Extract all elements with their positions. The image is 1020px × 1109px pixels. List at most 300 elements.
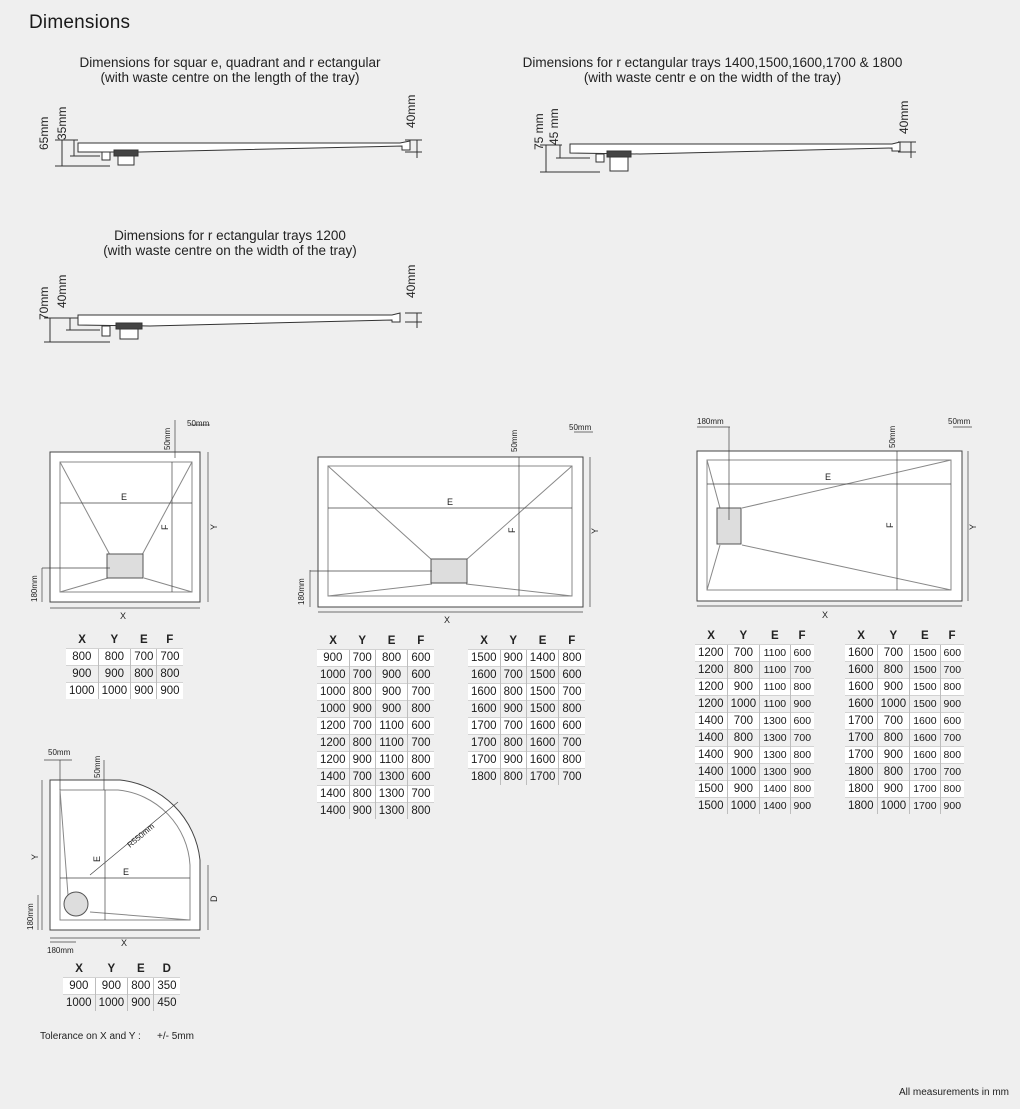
table-cell: 700 bbox=[408, 684, 434, 701]
table-cell: 700 bbox=[877, 713, 910, 730]
plan-label-f: F bbox=[160, 524, 170, 530]
caption-line: Dimensions for r ectangular trays 1400,1500,1600,1700 & 1800 bbox=[522, 55, 903, 70]
rect-tray-plan bbox=[310, 432, 593, 612]
caption-line: (with waste centre on the length of the tray) bbox=[100, 70, 360, 85]
table-cell: 800 bbox=[500, 735, 526, 752]
square-dimensions-table bbox=[66, 631, 183, 699]
table-cell: 800 bbox=[940, 679, 964, 696]
measurement-footnote: All measurements in mm bbox=[898, 1087, 1009, 1098]
table-cell: 1700 bbox=[468, 735, 500, 752]
table-cell: 800 bbox=[790, 679, 814, 696]
plan-label-e-horizontal: E bbox=[123, 867, 130, 877]
table-cell: 600 bbox=[559, 667, 585, 684]
column-header: Y bbox=[110, 633, 119, 646]
tolerance-value: +/- 5mm bbox=[157, 1031, 194, 1042]
table-cell: 1100 bbox=[375, 718, 408, 735]
table-row bbox=[845, 713, 964, 730]
quadrant-tray-plan bbox=[38, 760, 208, 942]
table-cell: 800 bbox=[128, 978, 154, 995]
table-cell: 800 bbox=[349, 684, 375, 701]
plan-label-e: E bbox=[447, 497, 454, 507]
table-cell: 900 bbox=[727, 747, 760, 764]
table-cell: 800 bbox=[66, 649, 98, 666]
plan-label-e: E bbox=[121, 492, 128, 502]
column-header: X bbox=[857, 629, 865, 642]
table-cell: 1100 bbox=[760, 645, 790, 662]
table-row bbox=[845, 662, 964, 679]
table-cell: 900 bbox=[727, 781, 760, 798]
quadrant-dimensions-table bbox=[63, 960, 180, 1011]
column-header: Y bbox=[739, 629, 748, 642]
plan-label-radius: R550mm bbox=[125, 821, 157, 850]
table-cell: 900 bbox=[63, 978, 95, 995]
table-cell: 1200 bbox=[317, 752, 349, 769]
plan-label-e: E bbox=[825, 472, 832, 482]
table-cell: 1800 bbox=[468, 769, 500, 786]
plan-label-side: 50mm bbox=[569, 423, 592, 432]
plan-label-side: 50mm bbox=[48, 748, 71, 757]
table-cell: 700 bbox=[559, 735, 585, 752]
table-cell: 1700 bbox=[910, 764, 940, 781]
table-cell: 1000 bbox=[98, 683, 131, 700]
table-row bbox=[695, 747, 814, 764]
table-row bbox=[845, 781, 964, 798]
table-cell: 700 bbox=[559, 684, 585, 701]
plan-label-x: X bbox=[822, 610, 829, 620]
table-header-row bbox=[63, 960, 180, 978]
table-cell: 900 bbox=[500, 701, 526, 718]
table-cell: 1000 bbox=[317, 701, 349, 718]
table-cell: 900 bbox=[877, 679, 910, 696]
table-cell: 800 bbox=[408, 701, 434, 718]
column-header: F bbox=[568, 634, 576, 647]
offset-dimensions-table-a bbox=[695, 627, 814, 814]
table-cell: 700 bbox=[157, 649, 183, 666]
table-header-row bbox=[66, 631, 183, 649]
table-cell: 700 bbox=[408, 735, 434, 752]
table-row bbox=[317, 769, 434, 786]
table-cell: 1100 bbox=[760, 662, 790, 679]
table-cell: 1300 bbox=[375, 769, 408, 786]
offset-tray-plan bbox=[697, 427, 972, 606]
plan-label-waste-y: 180mm bbox=[26, 903, 35, 930]
table-cell: 700 bbox=[349, 718, 375, 735]
table-cell: 800 bbox=[877, 730, 910, 747]
table-cell: 600 bbox=[408, 769, 434, 786]
table-cell: 1500 bbox=[695, 798, 727, 815]
table-cell: 900 bbox=[727, 679, 760, 696]
table-cell: 1700 bbox=[845, 713, 877, 730]
table-cell: 1600 bbox=[845, 696, 877, 713]
table-cell: 1100 bbox=[760, 679, 790, 696]
table-cell: 700 bbox=[500, 718, 526, 735]
table-cell: 600 bbox=[408, 667, 434, 684]
table-cell: 1300 bbox=[760, 713, 790, 730]
table-cell: 1500 bbox=[910, 645, 940, 662]
table-cell: 1500 bbox=[468, 650, 500, 667]
dim-label-edge: 40mm bbox=[404, 264, 418, 298]
table-cell: 600 bbox=[790, 645, 814, 662]
table-cell: 700 bbox=[790, 730, 814, 747]
table-row bbox=[468, 667, 585, 684]
table-cell: 1600 bbox=[468, 667, 500, 684]
table-cell: 600 bbox=[408, 718, 434, 735]
table-cell: 700 bbox=[727, 645, 760, 662]
plan-label-e: E bbox=[92, 855, 102, 862]
table-cell: 700 bbox=[349, 667, 375, 684]
column-header: Y bbox=[509, 634, 518, 647]
table-cell: 1600 bbox=[910, 713, 940, 730]
column-header: F bbox=[798, 629, 806, 642]
table-cell: 1000 bbox=[63, 995, 95, 1012]
table-cell: 1700 bbox=[526, 769, 559, 786]
table-header-row bbox=[845, 627, 964, 645]
table-row bbox=[845, 764, 964, 781]
table-cell: 1400 bbox=[526, 650, 559, 667]
dim-label-inner: 40mm bbox=[55, 274, 69, 308]
plan-label-x: X bbox=[120, 611, 127, 621]
plan-label-y: Y bbox=[590, 527, 600, 534]
table-cell: 800 bbox=[727, 662, 760, 679]
column-header: X bbox=[78, 633, 86, 646]
table-cell: 800 bbox=[559, 752, 585, 769]
caption-line: (with waste centr e on the width of the tray) bbox=[583, 70, 842, 85]
table-cell: 450 bbox=[154, 995, 180, 1012]
table-row bbox=[845, 679, 964, 696]
table-cell: 900 bbox=[98, 666, 131, 683]
table-cell: 1300 bbox=[375, 786, 408, 803]
caption-line: Dimensions for squar e, quadrant and r ectangular bbox=[79, 55, 381, 70]
table-row bbox=[468, 718, 585, 735]
plan-label-waste: 180mm bbox=[297, 578, 306, 605]
table-cell: 700 bbox=[349, 650, 375, 667]
table-cell: 900 bbox=[95, 978, 128, 995]
table-cell: 1600 bbox=[845, 645, 877, 662]
table-cell: 900 bbox=[349, 701, 375, 718]
table-cell: 1300 bbox=[375, 803, 408, 820]
table-cell: 700 bbox=[790, 662, 814, 679]
table-cell: 900 bbox=[940, 798, 964, 815]
plan-label-f: F bbox=[507, 527, 517, 533]
dim-label-outer: 70mm bbox=[37, 286, 51, 320]
table-cell: 800 bbox=[349, 786, 375, 803]
table-cell: 700 bbox=[408, 786, 434, 803]
table-cell: 800 bbox=[408, 803, 434, 820]
column-header: E bbox=[538, 634, 547, 647]
table-cell: 1400 bbox=[695, 730, 727, 747]
table-row bbox=[468, 650, 585, 667]
plan-label-top: 50mm bbox=[93, 755, 102, 778]
table-row bbox=[468, 701, 585, 718]
table-cell: 1400 bbox=[317, 786, 349, 803]
table-row bbox=[317, 718, 434, 735]
table-cell: 1000 bbox=[877, 696, 910, 713]
table-row bbox=[695, 781, 814, 798]
offset-dimensions-table-b bbox=[845, 627, 964, 814]
plan-label-x: X bbox=[121, 938, 128, 948]
table-cell: 700 bbox=[349, 769, 375, 786]
table-cell: 900 bbox=[131, 683, 157, 700]
table-cell: 900 bbox=[940, 696, 964, 713]
table-row bbox=[468, 684, 585, 701]
table-cell: 1500 bbox=[526, 684, 559, 701]
plan-label-top: 50mm bbox=[888, 425, 897, 448]
plan-label-d: D bbox=[209, 895, 219, 902]
table-cell: 1500 bbox=[526, 701, 559, 718]
rect-dimensions-table-b bbox=[468, 632, 585, 785]
plan-label-top: 50mm bbox=[163, 427, 172, 450]
table-cell: 900 bbox=[500, 752, 526, 769]
table-cell: 600 bbox=[408, 650, 434, 667]
tolerance-label: Tolerance on X and Y : bbox=[40, 1031, 141, 1042]
table-cell: 1500 bbox=[910, 662, 940, 679]
table-cell: 900 bbox=[375, 684, 408, 701]
table-cell: 1600 bbox=[910, 730, 940, 747]
table-cell: 1600 bbox=[526, 752, 559, 769]
table-row bbox=[468, 769, 585, 786]
table-cell: 1300 bbox=[760, 730, 790, 747]
table-cell: 900 bbox=[157, 683, 183, 700]
table-cell: 1700 bbox=[910, 781, 940, 798]
table-cell: 1200 bbox=[695, 696, 727, 713]
column-header: E bbox=[921, 629, 929, 642]
table-row bbox=[317, 735, 434, 752]
table-cell: 800 bbox=[559, 701, 585, 718]
table-cell: 1100 bbox=[760, 696, 790, 713]
table-cell: 1400 bbox=[695, 747, 727, 764]
table-cell: 700 bbox=[559, 769, 585, 786]
table-row bbox=[695, 679, 814, 696]
table-cell: 350 bbox=[154, 978, 180, 995]
plan-label-x: X bbox=[444, 615, 451, 625]
table-cell: 1000 bbox=[66, 683, 98, 700]
plan-label-waste-x: 180mm bbox=[47, 946, 74, 955]
table-cell: 800 bbox=[408, 752, 434, 769]
dim-label-inner: 35mm bbox=[55, 106, 69, 140]
dim-label-inner: 45 mm bbox=[547, 108, 561, 145]
table-row bbox=[66, 683, 183, 700]
table-cell: 1500 bbox=[910, 696, 940, 713]
table-cell: 1800 bbox=[845, 781, 877, 798]
table-row bbox=[317, 752, 434, 769]
table-cell: 900 bbox=[375, 667, 408, 684]
table-row bbox=[845, 747, 964, 764]
plan-label-top: 50mm bbox=[510, 429, 519, 452]
table-row bbox=[695, 696, 814, 713]
table-cell: 700 bbox=[727, 713, 760, 730]
square-tray-plan bbox=[42, 420, 210, 608]
table-header-row bbox=[317, 632, 434, 650]
plan-label-y: Y bbox=[209, 523, 219, 530]
table-row bbox=[845, 696, 964, 713]
dim-label-outer: 75 mm bbox=[532, 113, 546, 150]
table-cell: 800 bbox=[790, 781, 814, 798]
table-row bbox=[845, 645, 964, 662]
caption-line: (with waste centre on the width of the tray) bbox=[103, 243, 357, 258]
table-cell: 1600 bbox=[526, 735, 559, 752]
table-cell: 1200 bbox=[317, 718, 349, 735]
table-cell: 900 bbox=[877, 747, 910, 764]
table-cell: 1600 bbox=[845, 662, 877, 679]
table-cell: 1200 bbox=[695, 645, 727, 662]
column-header: X bbox=[75, 962, 83, 975]
table-row bbox=[317, 684, 434, 701]
table-row bbox=[63, 978, 180, 995]
table-row bbox=[317, 701, 434, 718]
plan-label-y: Y bbox=[968, 523, 978, 530]
table-row bbox=[695, 764, 814, 781]
table-cell: 700 bbox=[940, 730, 964, 747]
dim-label-outer: 65mm bbox=[37, 116, 51, 150]
page-title: Dimensions bbox=[29, 12, 131, 33]
plan-label-side: 50mm bbox=[948, 417, 971, 426]
table-row bbox=[66, 666, 183, 683]
table-cell: 900 bbox=[349, 752, 375, 769]
table-row bbox=[845, 798, 964, 815]
table-cell: 1700 bbox=[468, 718, 500, 735]
table-cell: 800 bbox=[375, 650, 408, 667]
table-cell: 700 bbox=[500, 667, 526, 684]
table-row bbox=[317, 803, 434, 820]
column-header: E bbox=[139, 633, 148, 646]
dim-label-edge: 40mm bbox=[404, 94, 418, 128]
table-cell: 1500 bbox=[695, 781, 727, 798]
table-cell: 1600 bbox=[468, 684, 500, 701]
table-cell: 1200 bbox=[695, 662, 727, 679]
table-cell: 1600 bbox=[845, 679, 877, 696]
table-cell: 1000 bbox=[95, 995, 128, 1012]
plan-label-f: F bbox=[885, 522, 895, 528]
table-row bbox=[66, 649, 183, 666]
table-cell: 900 bbox=[349, 803, 375, 820]
table-cell: 1000 bbox=[727, 696, 760, 713]
caption-line: Dimensions for r ectangular trays 1200 bbox=[114, 228, 346, 243]
table-cell: 1400 bbox=[695, 713, 727, 730]
table-cell: 1400 bbox=[760, 798, 790, 815]
table-cell: 1400 bbox=[760, 781, 790, 798]
table-cell: 1700 bbox=[468, 752, 500, 769]
table-cell: 1500 bbox=[910, 679, 940, 696]
column-header: D bbox=[162, 962, 171, 975]
table-cell: 1700 bbox=[845, 747, 877, 764]
table-cell: 800 bbox=[559, 650, 585, 667]
table-row bbox=[468, 752, 585, 769]
table-cell: 1200 bbox=[695, 679, 727, 696]
table-cell: 700 bbox=[940, 662, 964, 679]
column-header: X bbox=[480, 634, 488, 647]
table-cell: 900 bbox=[500, 650, 526, 667]
table-cell: 1400 bbox=[317, 769, 349, 786]
table-cell: 900 bbox=[128, 995, 154, 1012]
table-cell: 1000 bbox=[727, 764, 760, 781]
column-header: Y bbox=[358, 634, 367, 647]
table-row bbox=[317, 786, 434, 803]
table-cell: 800 bbox=[940, 781, 964, 798]
table-cell: 900 bbox=[790, 798, 814, 815]
table-cell: 1700 bbox=[845, 730, 877, 747]
table-cell: 1700 bbox=[910, 798, 940, 815]
table-row bbox=[695, 713, 814, 730]
table-cell: 800 bbox=[877, 764, 910, 781]
table-cell: 800 bbox=[98, 649, 131, 666]
table-cell: 1200 bbox=[317, 735, 349, 752]
column-header: Y bbox=[107, 962, 116, 975]
table-row bbox=[317, 667, 434, 684]
table-cell: 1400 bbox=[695, 764, 727, 781]
dim-label-edge: 40mm bbox=[897, 100, 911, 134]
column-header: X bbox=[707, 629, 715, 642]
table-cell: 600 bbox=[940, 645, 964, 662]
table-cell: 1600 bbox=[526, 718, 559, 735]
table-cell: 1000 bbox=[877, 798, 910, 815]
table-header-row bbox=[468, 632, 585, 650]
column-header: F bbox=[166, 633, 174, 646]
column-header: F bbox=[948, 629, 956, 642]
table-row bbox=[695, 662, 814, 679]
table-row bbox=[468, 735, 585, 752]
table-row bbox=[695, 730, 814, 747]
table-cell: 900 bbox=[877, 781, 910, 798]
plan-label-waste: 180mm bbox=[30, 575, 39, 602]
table-header-row bbox=[695, 627, 814, 645]
table-cell: 1000 bbox=[317, 684, 349, 701]
table-cell: 800 bbox=[131, 666, 157, 683]
column-header: X bbox=[329, 634, 337, 647]
table-cell: 1800 bbox=[845, 798, 877, 815]
table-cell: 800 bbox=[877, 662, 910, 679]
table-cell: 1100 bbox=[375, 752, 408, 769]
table-cell: 600 bbox=[559, 718, 585, 735]
table-cell: 600 bbox=[790, 713, 814, 730]
rect-dimensions-table-a bbox=[317, 632, 434, 819]
table-cell: 1300 bbox=[760, 764, 790, 781]
table-row bbox=[695, 645, 814, 662]
table-row bbox=[317, 650, 434, 667]
table-cell: 800 bbox=[727, 730, 760, 747]
table-cell: 1400 bbox=[317, 803, 349, 820]
table-row bbox=[63, 995, 180, 1012]
table-cell: 1600 bbox=[910, 747, 940, 764]
table-cell: 900 bbox=[375, 701, 408, 718]
table-cell: 900 bbox=[790, 764, 814, 781]
table-row bbox=[695, 798, 814, 815]
plan-label-waste: 180mm bbox=[697, 417, 724, 426]
table-row bbox=[845, 730, 964, 747]
column-header: E bbox=[136, 962, 145, 975]
table-cell: 1500 bbox=[526, 667, 559, 684]
table-cell: 700 bbox=[131, 649, 157, 666]
table-cell: 1000 bbox=[727, 798, 760, 815]
table-cell: 900 bbox=[66, 666, 98, 683]
column-header: E bbox=[771, 629, 779, 642]
plan-label-side: 50mm bbox=[187, 419, 210, 428]
table-cell: 800 bbox=[349, 735, 375, 752]
table-cell: 800 bbox=[790, 747, 814, 764]
table-cell: 1600 bbox=[468, 701, 500, 718]
column-header: E bbox=[387, 634, 396, 647]
table-cell: 800 bbox=[157, 666, 183, 683]
table-cell: 600 bbox=[940, 713, 964, 730]
table-cell: 1100 bbox=[375, 735, 408, 752]
table-cell: 800 bbox=[500, 769, 526, 786]
table-cell: 900 bbox=[790, 696, 814, 713]
column-header: F bbox=[417, 634, 425, 647]
table-cell: 700 bbox=[940, 764, 964, 781]
table-cell: 1300 bbox=[760, 747, 790, 764]
table-cell: 800 bbox=[500, 684, 526, 701]
table-cell: 700 bbox=[877, 645, 910, 662]
table-cell: 1000 bbox=[317, 667, 349, 684]
